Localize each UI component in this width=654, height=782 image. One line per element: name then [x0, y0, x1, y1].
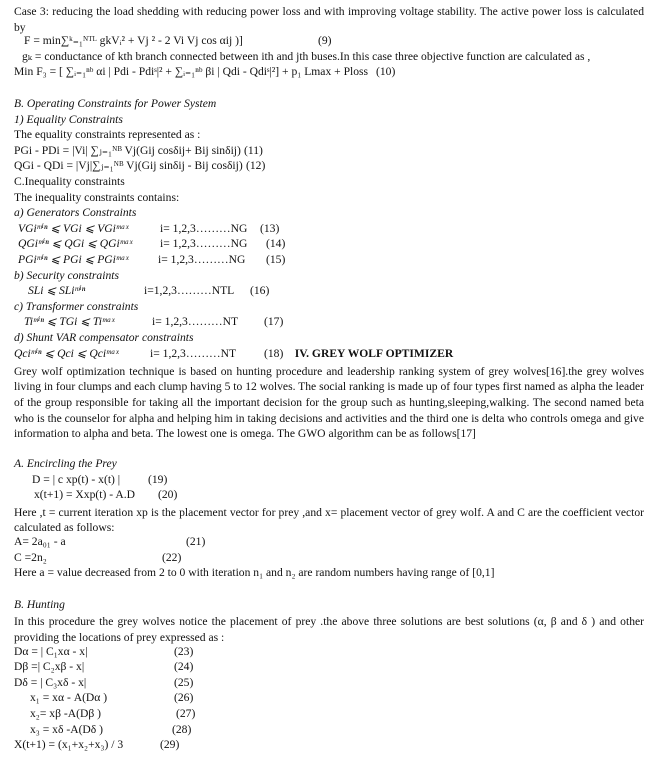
equality-constraints-heading: 1) Equality Constraints — [14, 112, 123, 126]
equation-10 — [14, 66, 644, 82]
equation-20-number: (20) — [158, 488, 178, 502]
equation-10-body: Min F₃ = [ ∑ᵢ₌₁ⁿᵇ αi | Pdi - Pdiˢ|² + ∑ᵢ₌₁ⁿᵇ βi | Qdi - Qdiˢ|²] + p₁ Lmax + Ploss — [14, 65, 369, 79]
equation-16-number: (16) — [250, 284, 270, 298]
equation-24-body: Dβ =| C₂xβ - x| — [14, 660, 85, 674]
section-iv-heading: IV. GREY WOLF OPTIMIZER — [294, 347, 454, 361]
paper-page — [14, 4, 644, 755]
equation-27 — [14, 708, 644, 724]
hunting-paragraph: In this procedure the grey wolves notice the placement of prey .the above three solutions are best solutions (α, β and δ ) and other providing the locations of prey expressed as : — [14, 615, 644, 645]
equation-15-range: i= 1,2,3………NG — [158, 253, 246, 266]
equation-27-body: x₂= xβ -A(Dβ ) — [30, 707, 101, 721]
equation-18-number: (18) — [264, 346, 284, 360]
generators-constraints-heading: a) Generators Constraints — [14, 206, 137, 220]
encircling-paragraph: Here ,t = current iteration xp is the placement vector for prey ,and x= placement vector of grey wolf. A and C are the coefficient vector calculated as follows: — [14, 505, 644, 535]
gk-definition-text: gₖ = conductance of kth branch connected between ith and jth buses.In this case three objective function are calculated as , — [22, 49, 591, 63]
equation-22-number: (22) — [162, 550, 182, 564]
equation-24 — [14, 661, 644, 677]
equation-18-body: Qciᵐⁱⁿ ⩽ Qci ⩽ Qciᵐᵃˣ — [14, 346, 119, 360]
equation-9-body: F = min∑ᵏ₌₁ᴺᵀᴸ gkVᵢ² + Vj ² - 2 Vi Vj cos αij )] — [24, 34, 243, 48]
equation-17 — [14, 316, 644, 332]
equation-25-body: Dδ = | C₃xδ - x| — [14, 675, 87, 689]
gwo-paragraph: Grey wolf optimization technique is based on hunting procedure and leadership ranking system of grey wolves[16].the grey wolves living in four clumps and each clump having 5 to 12 wolves. The social ranking is made up of four types first named as alpha the leader of the group responsible for taking all the important decision for the group such as hunting,sleeping,walking. The second named beta who is the counselor for alpha and helping him in taking decisions and activities and the third one is delta who controls omega and give information to alpha and beta. The lowest one is omega. The GWO algorithm can be as follows[17] — [14, 364, 644, 441]
equation-9-number: (9) — [318, 34, 332, 48]
equation-14 — [14, 238, 644, 254]
equation-22-body: C =2n₂ — [14, 550, 47, 564]
equation-28-body: x₃ = xδ -A(Dδ ) — [30, 722, 104, 736]
case3-line2: calculated by — [14, 5, 644, 34]
equality-intro: The equality constraints represented as : — [14, 128, 201, 142]
equation-16-range: i=1,2,3………NTL — [144, 284, 235, 298]
section-b-heading: B. Operating Constraints for Power System — [14, 97, 217, 111]
equation-23 — [14, 646, 644, 662]
equation-16-body: SLi ⩽ SLiᵐⁱⁿ — [28, 284, 86, 298]
gk-definition — [14, 51, 644, 67]
equation-20 — [14, 489, 644, 505]
equation-12-body: QGi - QDi = |Vj|∑ⱼ₌₁ᴺᴮ Vj(Gij sinδij - Bij cosδij) — [14, 159, 243, 173]
equation-15 — [14, 254, 644, 270]
equation-25-number: (25) — [174, 675, 194, 689]
inequality-intro: The inequality constraints contains: — [14, 190, 180, 204]
equation-17-body: Tiᵐⁱⁿ ⩽ TGi ⩽ Tiᵐᵃˣ — [24, 315, 115, 329]
equation-28-number: (28) — [172, 722, 192, 736]
equation-13-number: (13) — [260, 221, 280, 235]
equation-19-number: (19) — [148, 472, 168, 486]
equation-21-body: A= 2a₀₁ - a — [14, 535, 66, 549]
equation-28 — [14, 724, 644, 740]
transformer-constraints-heading: c) Transformer constraints — [14, 299, 139, 313]
case3-line1: Case 3: reducing the load shedding with reducing power loss and with improving voltage stability. The active power loss is — [14, 5, 594, 18]
encircling-heading: A. Encircling the Prey — [14, 456, 117, 470]
iteration-note: Here a = value decreased from 2 to 0 with iteration n₁ and n₂ are random numbers having range of [0,1] — [14, 566, 495, 580]
equation-29-number: (29) — [160, 738, 180, 752]
equation-21-number: (21) — [186, 535, 206, 549]
equation-13-range: i= 1,2,3………NG — [160, 221, 248, 235]
equation-23-body: Dα = | C₁xα - x| — [14, 644, 88, 658]
equation-29 — [14, 739, 644, 755]
equation-21 — [14, 536, 644, 552]
equation-11 — [14, 145, 644, 161]
equation-9 — [14, 35, 644, 51]
equation-14-range: i= 1,2,3………NG — [160, 237, 248, 251]
security-constraints-heading: b) Security constraints — [14, 268, 119, 282]
equation-17-range: i= 1,2,3………NT — [152, 315, 239, 329]
equation-14-body: QGiᵐⁱⁿ ⩽ QGi ⩽ QGiᵐᵃˣ — [18, 237, 133, 251]
equation-16 — [14, 285, 644, 301]
equation-24-number: (24) — [174, 660, 194, 674]
equation-23-number: (23) — [174, 644, 194, 658]
equation-10-number: (10) — [376, 65, 396, 79]
equation-11-body: PGi - PDi = |Vi| ∑ⱼ₌₁ᴺᴮ Vj(Gij cosδij+ Bij sinδij) — [14, 143, 241, 157]
equation-14-number: (14) — [266, 237, 286, 251]
equation-18-range: i= 1,2,3………NT — [150, 346, 237, 360]
equation-11-number: (11) — [244, 143, 263, 157]
inequality-heading: C.Inequality constraints — [14, 175, 125, 189]
case3-paragraph — [14, 4, 644, 35]
equation-27-number: (27) — [176, 707, 196, 721]
equation-13-body: VGiᵐⁱⁿ ⩽ VGi ⩽ VGiᵐᵃˣ — [18, 221, 129, 235]
equation-15-body: PGiᵐⁱⁿ ⩽ PGi ⩽ PGiᵐᵃˣ — [18, 253, 129, 266]
equation-12-number: (12) — [246, 159, 266, 173]
equation-26-number: (26) — [174, 691, 194, 705]
shunt-var-constraints-heading: d) Shunt VAR compensator constraints — [14, 330, 194, 344]
equation-19-body: D = | c xp(t) - x(t) | — [32, 472, 121, 486]
equation-26 — [14, 692, 644, 708]
hunting-heading: B. Hunting — [14, 597, 65, 611]
equation-22 — [14, 552, 644, 568]
equation-19 — [14, 474, 644, 490]
equation-15-number: (15) — [266, 253, 286, 266]
equation-29-body: X(t+1) = (x₁+x₂+x₃) / 3 — [14, 738, 124, 752]
equation-12 — [14, 160, 644, 176]
equation-13 — [14, 223, 644, 239]
equation-20-body: x(t+1) = Xxp(t) - A.D — [34, 488, 135, 502]
equation-26-body: x₁ = xα - A(Dα ) — [30, 691, 108, 705]
equation-25 — [14, 677, 644, 693]
equation-17-number: (17) — [264, 315, 284, 329]
